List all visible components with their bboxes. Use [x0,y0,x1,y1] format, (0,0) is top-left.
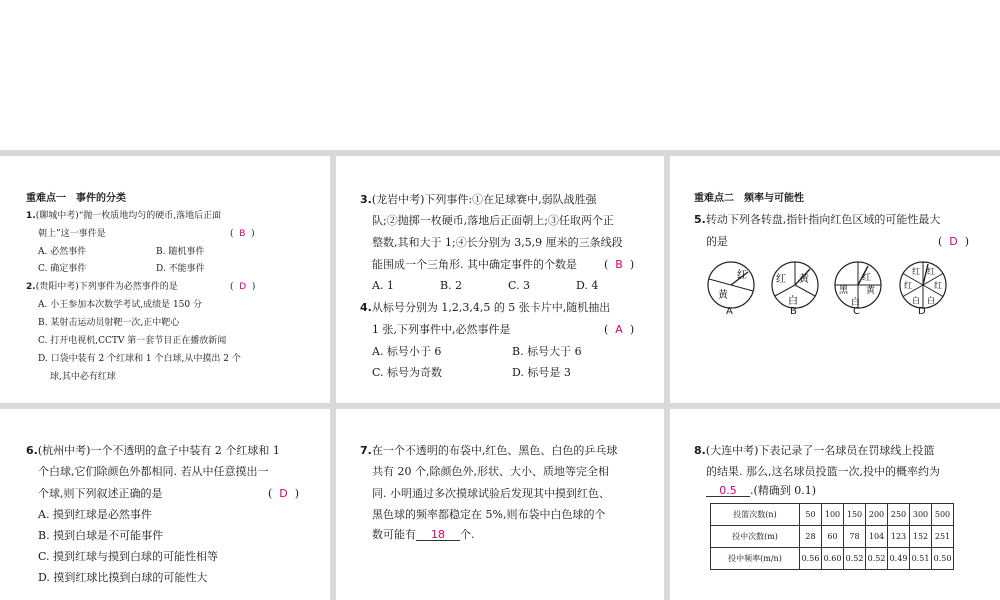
question-7-line-5: 数可能有 18 个. [372,528,475,541]
answer-paren: ( D ) [268,487,300,500]
answer-mark: B [615,258,623,271]
question-number: 5. [694,213,706,226]
spinner-label: 白 [912,296,920,305]
question-3-line-3: 整数,其和大于 1;④长分别为 3,5,9 厘米的三条线段 [372,236,623,249]
question-3-line-1: 3.(龙岩中考)下列事件:①在足球赛中,弱队战胜强 [360,193,597,206]
spinner-c [833,260,883,310]
option-c: C. 确定事件 [38,264,87,274]
question-3-line-2: 队;②抛掷一枚硬币,落地后正面朝上;③任取两个正 [372,214,614,227]
question-number: 7. [360,444,372,457]
question-number: 8. [694,444,706,457]
table-cell: 123 [888,526,910,548]
table-cell: 152 [910,526,932,548]
spinner-label: 黄 [718,290,728,301]
spinner-d [898,260,948,310]
option-a: A. 1 [372,279,394,292]
answer-mark: B [239,229,246,239]
spinner-label: 白 [788,296,798,307]
option-d: D. 4 [576,279,599,292]
spinner-label: 黄 [799,274,809,285]
question-7-line-2: 共有 20 个,除颜色外,形状、大小、质地等完全相 [372,465,609,478]
option-d: D. 摸到红球比摸到白球的可能性大 [38,571,208,584]
question-4-line-1: 4.从标号分别为 1,2,3,4,5 的 5 张卡片中,随机抽出 [360,301,611,314]
table-cell: 200 [866,504,888,526]
table-cell: 0.50 [932,548,954,570]
option-a: A. 标号小于 6 [372,345,442,358]
question-6-line-3: 个球,则下列叙述正确的是 [38,487,163,500]
table-cell: 28 [800,526,822,548]
answer-paren: ( D ) [230,282,256,292]
table-cell: 500 [932,504,954,526]
row-label: 投中频率(m/n) [711,548,800,570]
answer-paren: ( B ) [230,229,255,239]
table-row [711,548,954,570]
question-7-line-1: 7.在一个不透明的布袋中,红色、黑色、白色的乒乓球 [360,444,618,457]
answer-paren: ( D ) [938,235,970,248]
spinner-label: 红 [862,273,872,283]
option-c: C. 打开电视机,CCTV 第一套节目正在播放新闻 [38,336,227,346]
option-d-continued: 球,其中必有红球 [50,372,116,382]
option-d: D. 标号是 3 [512,366,571,379]
option-a: A. 小王参加本次数学考试,成绩是 150 分 [38,300,202,310]
answer-mark: D [239,282,247,292]
question-8-line-3: 0.5 .(精确到 0.1) [706,485,816,497]
option-d: D. 不能事件 [156,264,205,274]
question-1-line-1: 1.(聊城中考)“抛一枚质地均匀的硬币,落地后正面 [26,211,222,221]
answer-paren: ( A ) [604,323,635,336]
question-number: 1. [26,211,36,221]
answer-blank: 0.5 [706,485,750,497]
panel-question-7 [336,409,664,600]
table-cell: 0.52 [844,548,866,570]
row-label: 投中次数(m) [711,526,800,548]
answer-mark: A [615,323,623,336]
question-number: 6. [26,444,38,457]
table-cell: 0.52 [866,548,888,570]
panel-question-8 [670,409,1000,600]
answer-mark: D [949,235,958,248]
table-cell: 0.49 [888,548,910,570]
question-7-line-4: 黑色球的频率都稳定在 5%,则布袋中白色球的个 [372,508,606,521]
question-6-line-1: 6.(杭州中考)一个不透明的盒子中装有 2 个红球和 1 [26,444,280,457]
table-cell: 100 [822,504,844,526]
option-a: A. 摸到红球是必然事件 [38,508,152,521]
section-heading: 重难点一 事件的分类 [26,193,126,204]
table-cell: 150 [844,504,866,526]
spinner-letter: C [853,306,860,317]
frequency-table [710,503,954,570]
table-cell: 104 [866,526,888,548]
panel-frequency-possibility [670,156,1000,403]
question-6-line-2: 个白球,它们除颜色外都相同. 若从中任意摸出一 [38,465,269,478]
option-b: B. 2 [440,279,463,292]
option-b: B. 标号大于 6 [512,345,582,358]
question-number: 2. [26,282,36,292]
option-a: A. 必然事件 [38,247,87,257]
table-cell: 0.56 [800,548,822,570]
option-b: B. 某射击运动员射靶一次,正中靶心 [38,318,180,328]
spinner-letter: D [918,306,926,317]
spinner-b [770,260,820,310]
panel-event-classification [0,156,330,403]
spinner-label: 黑 [839,286,849,296]
question-3-line-4: 能围成一个三角形. 其中确定事件的个数是 [372,258,577,271]
option-d: D. 口袋中装有 2 个红球和 1 个白球,从中摸出 2 个 [38,354,241,364]
question-5-line-2: 的是 [706,235,728,248]
table-cell: 250 [888,504,910,526]
table-cell: 78 [844,526,866,548]
section-heading: 重难点二 频率与可能性 [694,193,804,204]
question-number: 4. [360,301,372,314]
table-cell: 0.51 [910,548,932,570]
question-7-line-3: 同. 小明通过多次摸球试验后发现其中摸到红色、 [372,487,610,500]
table-cell: 300 [910,504,932,526]
panel-questions-3-4 [336,156,664,403]
spinner-label: 红 [912,267,920,276]
spinner-label: 白 [927,296,935,305]
spinner-label: 黄 [866,286,876,296]
question-4-line-2: 1 张,下列事件中,必然事件是 [372,323,511,336]
table-cell: 0.60 [822,548,844,570]
option-c: C. 摸到红球与摸到白球的可能性相等 [38,550,219,563]
spinner-label: 白 [851,298,861,308]
question-8-line-2: 的结果. 那么,这名球员投篮一次,投中的概率约为 [706,465,940,478]
row-label: 投篮次数(n) [711,504,800,526]
question-1-line-2: 朝上”这一事件是 [38,229,106,239]
spinner-label: 红 [934,281,942,290]
table-row [711,504,954,526]
question-5-line-1: 5.转动下列各转盘,指针指向红色区域的可能性最大 [694,213,941,226]
table-cell: 251 [932,526,954,548]
spinner-label: 红 [776,274,786,285]
spinner-label: 红 [904,281,912,290]
question-number: 3. [360,193,372,206]
spinner-label: 红 [927,267,935,276]
option-b: B. 摸到白球是不可能事件 [38,529,164,542]
answer-blank: 18 [416,529,460,541]
answer-paren: ( B ) [604,258,635,271]
option-c: C. 3 [508,279,531,292]
table-cell: 60 [822,526,844,548]
spinner-letter: B [790,306,797,317]
panel-question-6 [0,409,330,600]
option-c: C. 标号为奇数 [372,366,443,379]
answer-mark: D [279,487,288,500]
spinner-letter: A [726,306,733,317]
question-2-line-1: 2.(贵阳中考)下列事件为必然事件的是 [26,282,178,292]
spinner-label: 红 [737,270,747,281]
table-row [711,526,954,548]
spinner-a [706,260,756,310]
table-cell: 50 [800,504,822,526]
question-8-line-1: 8.(大连中考)下表记录了一名球员在罚球线上投篮 [694,444,935,457]
option-b: B. 随机事件 [156,247,205,257]
